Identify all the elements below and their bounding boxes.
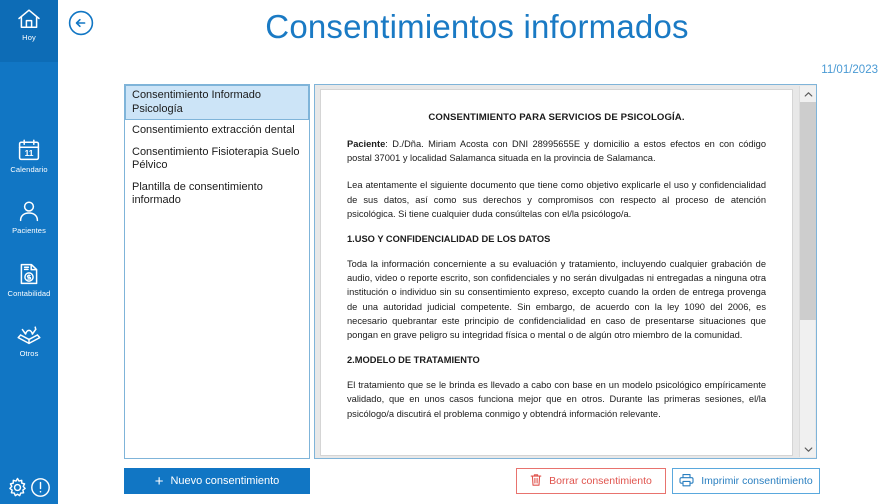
sidebar-item-hoy[interactable]: [0, 8, 58, 42]
info-exclamation-circle-icon[interactable]: [30, 477, 51, 498]
page-title: Consentimientos informados: [265, 8, 689, 45]
sidebar-item-otros[interactable]: [0, 324, 58, 358]
document-intro-paragraph: Lea atentamente el siguiente documento que tiene como objetivo explicarle el uso y confidencialidad de sus datos, así como sus derechos y compromisos con respecto al proceso de atención psicológica. Si tiene cualquier duda consúltelas con el/la psicólogo/a.: [347, 180, 766, 219]
patient-label: Paciente: [347, 139, 386, 149]
document-section2-heading: 2.MODELO DE TRATAMIENTO: [347, 355, 480, 366]
print-consent-label: Imprimir consentimiento: [701, 475, 813, 487]
current-date-label: 11/01/2023: [821, 64, 878, 76]
sidebar-item-label: Pacientes: [12, 226, 46, 235]
document-preview-panel: [314, 84, 817, 459]
trash-icon: [530, 473, 542, 490]
sidebar-item-contabilidad[interactable]: [0, 262, 58, 298]
list-item[interactable]: Consentimiento Fisioterapia Suelo Pélvico: [132, 145, 300, 171]
document-patient-paragraph: [347, 137, 766, 165]
calendar-icon: [17, 138, 41, 162]
sidebar-item-label: Otros: [19, 349, 39, 358]
list-item[interactable]: Consentimiento Informado Psicología: [125, 85, 309, 120]
document-section1-body: Toda la información concerniente a su evaluación y tratamiento, incluyendo cualquier grabación de audio, video o reporte escrito, son confidenciales y no serán divulgadas ni entregadas a ninguna otra institución o individuo sin su consentimiento expreso, excepto cuando la orden de entrega provenga de una autoridad judicial competente. Sin embargo, de acuerdo con la ley 1090 del 2006, es necesario quebrantar este principio de confidencialidad en caso de presentarse situaciones que pongan en grave peligro su integridad física o mental o de algún otro miembro de la comunidad.: [347, 259, 766, 341]
sidebar: [0, 0, 58, 504]
sidebar-item-pacientes[interactable]: [0, 200, 58, 235]
new-consent-button[interactable]: [124, 468, 310, 494]
document-section1-heading: 1.USO Y CONFIDENCIALIDAD DE LOS DATOS: [347, 234, 551, 245]
open-box-icon: [16, 324, 42, 346]
list-item[interactable]: Consentimiento extracción dental: [132, 124, 295, 136]
scrollbar-thumb[interactable]: [800, 102, 816, 320]
printer-icon: [679, 473, 694, 490]
settings-gear-icon[interactable]: [7, 477, 28, 498]
delete-consent-label: Borrar consentimiento: [549, 475, 652, 487]
consent-list-panel[interactable]: [124, 84, 310, 459]
person-icon: [17, 200, 41, 223]
home-icon: [17, 8, 41, 30]
sidebar-item-label: Contabilidad: [7, 289, 51, 298]
print-consent-button[interactable]: [672, 468, 820, 494]
sidebar-item-label: Hoy: [22, 33, 36, 42]
svg-text:11: 11: [24, 148, 34, 159]
document-title: CONSENTIMIENTO PARA SERVICIOS DE PSICOLOGÍA.: [428, 112, 685, 123]
chevron-down-icon: [804, 440, 813, 458]
patient-details: : D./Dña. Miriam Acosta con DNI 28995655E y domicilio a estos efectos en con código postal 37001 y localidad Salamanca situada en la provincia de Salamanca.: [347, 139, 766, 164]
document-section2-body: El tratamiento que se le brinda es llevado a cabo con base en un modelo psicológico empíricamente validado, que en unos casos funciona mejor que en otros. Durante las primeras sesiones, el/la psicólogo/a discutirá el problema conmigo y obtendrá información relevante.: [347, 380, 766, 419]
sidebar-bottom-actions: [0, 477, 58, 498]
list-item[interactable]: Plantilla de consentimiento informado: [132, 180, 263, 206]
scrollbar-down-button[interactable]: [800, 441, 816, 457]
document-page: [320, 89, 793, 456]
new-consent-label: Nuevo consentimiento: [170, 475, 280, 487]
chevron-up-icon: [804, 85, 813, 103]
document-scrollbar[interactable]: [799, 86, 815, 457]
scrollbar-up-button[interactable]: [800, 86, 816, 102]
delete-consent-button[interactable]: [516, 468, 666, 494]
sidebar-item-calendario[interactable]: [0, 138, 58, 174]
sidebar-item-label: Calendario: [10, 165, 48, 174]
invoice-dollar-icon: [18, 262, 40, 286]
plus-icon: +: [154, 472, 164, 490]
